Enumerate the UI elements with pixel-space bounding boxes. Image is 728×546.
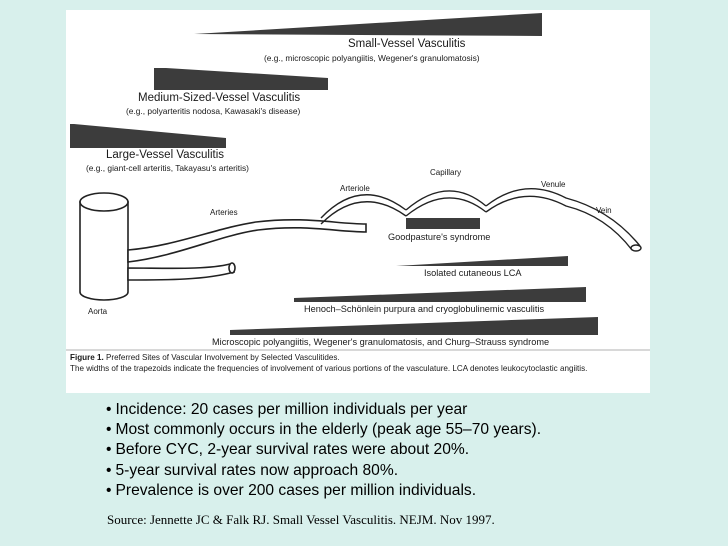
bullet-item: • Before CYC, 2-year survival rates were about 20%. — [106, 440, 541, 460]
arteriole-label: Arteriole — [340, 184, 370, 193]
large-vessel-examples: (e.g., giant-cell arteritis, Takayasu's arteritis) — [86, 163, 249, 173]
small-vessel-examples: (e.g., microscopic polyangiitis, Wegener's granulomatosis) — [264, 53, 480, 63]
medium-vessel-examples: (e.g., polyarteritis nodosa, Kawasaki's disease) — [126, 106, 301, 116]
facts-list — [106, 400, 541, 501]
venule-label: Venule — [541, 180, 566, 189]
figure-caption — [70, 352, 648, 374]
henoch-schonlein-wedge — [294, 287, 586, 302]
figure-graphic — [66, 10, 650, 393]
medium-vessel-wedge — [154, 68, 328, 90]
vasculitis-figure — [66, 10, 650, 393]
goodpasture-label: Goodpasture's syndrome — [388, 232, 491, 242]
small-vessel-title: Small-Vessel Vasculitis — [348, 38, 466, 50]
large-vessel-title: Large-Vessel Vasculitis — [106, 149, 225, 161]
medium-vessel-title: Medium-Sized-Vessel Vasculitis — [138, 92, 301, 104]
arteries-label: Arteries — [210, 208, 238, 217]
source-citation: Source: Jennette JC & Falk RJ. Small Vessel Vasculitis. NEJM. Nov 1997. — [107, 512, 495, 527]
bullet-item: • Most commonly occurs in the elderly (peak age 55–70 years). — [106, 420, 541, 440]
vein-label: Vein — [596, 206, 612, 215]
microscopic-polyangiitis-wedge — [230, 317, 598, 335]
caption-label: Figure 1. — [70, 353, 104, 362]
large-vessel-wedge — [70, 124, 226, 148]
small-vessel-wedge — [194, 13, 542, 36]
goodpasture-bar — [406, 218, 480, 229]
isolated-cutaneous-lca-wedge — [396, 256, 568, 266]
capillary-label: Capillary — [430, 168, 462, 177]
bullet-item: • Prevalence is over 200 cases per million individuals. — [106, 481, 541, 501]
caption-title: Preferred Sites of Vascular Involvement by Selected Vasculitides. — [105, 353, 340, 362]
caption-body: The widths of the trapezoids indicate the frequencies of involvement of various portions of the vasculature. LCA denotes leukocytoclastic angiitis. — [70, 364, 588, 373]
bullet-item: • 5-year survival rates now approach 80%. — [106, 461, 541, 481]
microscopic-polyangiitis-label: Microscopic polyangiitis, Wegener's granulomatosis, and Churg–Strauss syndrome — [212, 337, 550, 347]
henoch-schonlein-label: Henoch–Schönlein purpura and cryoglobulinemic vasculitis — [304, 304, 545, 314]
aorta-label: Aorta — [88, 307, 108, 316]
bullet-item: • Incidence: 20 cases per million individuals per year — [106, 400, 541, 420]
isolated-cutaneous-lca-label: Isolated cutaneous LCA — [424, 268, 522, 278]
